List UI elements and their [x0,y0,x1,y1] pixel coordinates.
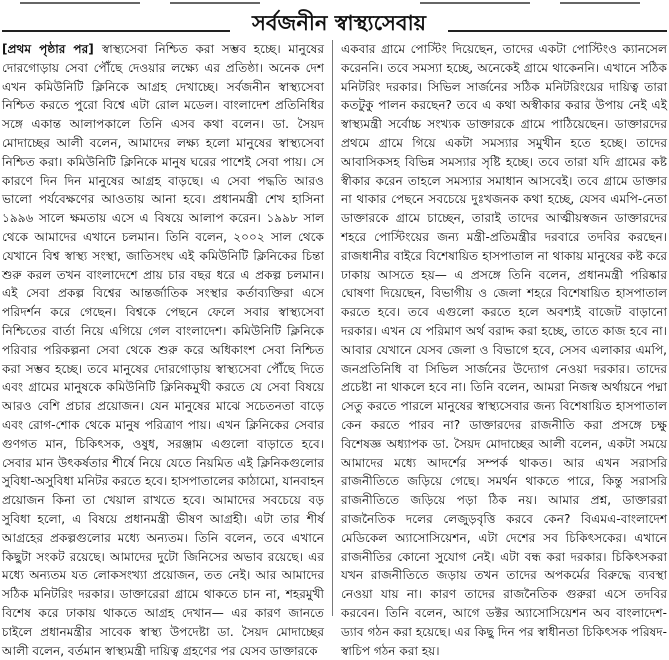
headline-row [0,8,669,38]
headline-rule-right [448,30,667,32]
clipped-line [20,2,140,4]
headline-rule-left [2,30,230,32]
article-title: সর্বজনীন স্বাস্থ্যসেবায় [251,10,427,35]
column-divider [332,40,333,616]
clipped-line [170,2,260,4]
right-column-text: একবার গ্রামে পোস্টিং দিয়েছেন, তাদের একটা পোস্টিংও ক্যানসেল করেননি। তবে সমস্যা হচ্ছে, অনেকেই গ্রামে থাকেননি। এখানে সঠিক মনিটরিং দরকার। সিভিল সার্জনের সঠিক মনিটরিংয়ের দায়িত্ব তারা কতটুকু পালন করছেন? তবে এ কথা অস্বীকার করার উপায় নেই এই স্বাস্থ্যমন্ত্রী সর্বোচ্চ সংখ্যক ডাক্তারকে গ্রামে পাঠিয়েছেন। ডাক্তারদের প্রথমে গ্রামে গিয়ে একটা সমস্যার সমুখীন হতে হচ্ছে। তাদের আবাসিকসহ বিভিন্ন সমস্যার সৃষ্টি হচ্ছে। তবে তারা যদি গ্রামের কষ্ট স্বীকার করেন তাহলে সমস্যার সমাধান আসবেই। তবে গ্রামে ডাক্তার না থাকার পেছনে সবচেয়ে দুঃখজনক কথা হচ্ছে, যেসব এমপি-নেতা ডাক্তারকে গ্রামে চাচ্ছেন, তারাই তাদের আত্মীয়স্বজন ডাক্তারদের শহরে পোস্টিংয়ের জন্য মন্ত্রী-প্রতিমন্ত্রীর দরবারে তদবির করছেন। রাজধানীর বাইরে বিশেষায়িত হাসপাতাল না থাকায় মানুষের কষ্ট করে ঢাকায় আসতে হয়— এ প্রসঙ্গে তিনি বলেন, প্রধানমন্ত্রী পরিষ্কার ঘোষণা দিয়েছেন, বিভাগীয় ও জেলা শহরে বিশেষায়িত হাসপাতাল করতে হবে। তবে এগুলো করতে হলে অবশ্যই বাজেট বাড়ানো দরকার। এখন যে পরিমাণ অর্থ বরাদ্দ করা হচ্ছে, তাতে কাজ হবে না। আবার যেখানে যেসব জেলা ও বিভাগে হবে, সেসব এলাকার এমপি, জনপ্রতিনিধি বা সিভিল সার্জনের উদ্যোগ নেওয়া দরকার। তাদের প্রচেষ্টা না থাকলে হবে না। তিনি বলেন, আমরা নিজস্ব অর্থায়নে পদ্মা সেতু করতে পারলে মানুষের স্বাস্থ্যসেবার জন্য বিশেষায়িত হাসপাতাল কেন করতে পারব না? ডাক্তারদের রাজনীতি করা প্রসঙ্গে চক্ষু বিশেষজ্ঞ অধ্যাপক ডা. সৈয়দ মোদাচ্ছের আলী বলেন, একটা সময়ে আমাদের মধ্যে আদর্শের সম্পর্ক থাকত। আর এখন সরাসরি রাজনীতিতে জড়িয়ে গেছে। সমর্থন থাকতে পারে, কিন্তু সরাসরি রাজনীতিতে জড়িয়ে পড়া ঠিক নয়। আমার প্রশ্ন, ডাক্তাররা রাজনৈতিক দলের লেজুড়বৃত্তি করবে কেন? বিএমএ-বাংলাদেশ মেডিকেল অ্যাসোসিয়েশন, এটা দেশের সব চিকিৎসকের। এখানে রাজনীতির কোনো সুযোগ নেই। এটা বন্ধ করা দরকার। চিকিৎসকরা যখন রাজনীতিতে জড়ায় তখন তাদের অপকর্মের বিরুদ্ধে ব্যবস্থা নেওয়া যায় না। কারণ তাদের রাজনৈতিক গুরুরা এসে তদবির করবেন। তিনি বলেন, আগে ডক্টর অ্যাসোসিয়েশন অব বাংলাদেশ-ড্যাব গঠন করা হয়েছে। এর কিছু দিন পর স্বাধীনতা চিকিৎসক পরিষদ-স্বাচিপ গঠন করা হয়। [341,42,667,658]
clipped-line [420,2,530,4]
clipped-line [560,2,640,4]
article-column-left [2,40,324,658]
left-column-text: স্বাস্থ্যসেবা নিশ্চিত করা সম্ভব হচ্ছে। মানুষের দোরগোড়ায় সেবা পৌঁছে দেওয়ার লক্ষ্যে এর প্রতিষ্ঠা। অনেক দেশ এখন কমিউনিটি ক্লিনিকে আগ্রহ দেখাচ্ছে। সর্বজনীন স্বাস্থ্যসেবা নিশ্চিত করতে পুরো বিশ্বে এটা রোল মডেল। বাংলাদেশ প্রতিনিধির সঙ্গে একান্ত আলাপকালে তিনি এসব কথা বলেন। ডা. সৈয়দ মোদাচ্ছের আলী বলেন, আমাদের লক্ষ্য হলো মানুষের স্বাস্থ্যসেবা নিশ্চিত করা। কমিউনিটি ক্লিনিকে মানুষ ঘরের পাশেই সেবা পায়। সে কারণে দিন দিন মানুষের আগ্রহ বাড়ছে। এ সেবা পদ্ধতি আরও ভালো পর্যবেক্ষণের আওতায় আনা হবে। প্রধানমন্ত্রী শেখ হাসিনা ১৯৯৬ সালে ক্ষমতায় এসে এ বিষয়ে আলাপ করেন। ১৯৯৮ সাল থেকে আমাদের এখানে চলমান। তিনি বলেন, ২০০২ সাল থেকে যেখানে বিশ্ব স্বাস্থ্য সংস্থা, জাতিসংঘ এই কমিউনিটি ক্লিনিকের চিন্তা শুরু করল তখন বাংলাদেশে প্রায় চার বছর ধরে এ প্রকল্প চলমান। এই সেবা প্রকল্প বিশ্বের আন্তর্জাতিক সংস্থার কর্তাব্যক্তিরা এসে পরিদর্শন করে গেছেন। বিশ্বকে পেছনে ফেলে সবার স্বাস্থ্যসেবা নিশ্চিতের বার্তা নিয়ে এগিয়ে গেল বাংলাদেশ। কমিউনিটি ক্লিনিকে পরিবার পরিকল্পনা সেবা থেকে শুরু করে অধিকাংশ সেবা নিশ্চিত করা সম্ভব হচ্ছে। তবে মানুষের দোরগোড়ায় স্বাস্থ্যসেবা পৌঁছে দিতে এবং গ্রামের মানুষকে কমিউনিটি ক্লিনিকমুখী করতে যে সেবা বিষয়ে আরও বেশি প্রচার প্রয়োজন। যেন মানুষের মাঝে সচেতনতা বাড়ে এবং রোগ-শোক থেকে মানুষ পরিত্রাণ পায়। এখন ক্লিনিকের সেবার গুণগত মান, চিকিৎসক, ওষুধ, সরঞ্জাম এগুলো বাড়াতে হবে। সেবার মান উৎকর্ষতার শীর্ষে নিয়ে যেতে নিয়মিত এই ক্লিনিকগুলোর সুবিধা-অসুবিধা মনিটর করতে হবে। হাসপাতালের কাঠামো, যানবাহন প্রয়োজন কিনা তা খেয়াল রাখতে হবে। আমাদের সবচেয়ে বড় সুবিধা হলো, এ বিষয়ে প্রধানমন্ত্রী ভীষণ আগ্রহী। এটা তার শীর্ষ আগ্রহের প্রকল্পগুলোর মধ্যে অন্যতম। তিনি বলেন, তবে এখানে কিছুটা সংকট রয়েছে। আমাদের দুটো জিনিসের অভাব রয়েছে। এর মধ্যে অন্যতম যত লোকসংখ্যা প্রয়োজন, তত নেই। আর আমাদের সঠিক মনিটরিং দরকার। ডাক্তারেরা গ্রামে থাকতে চান না, শহরমুখী বিশেষ করে ঢাকায় থাকতে আগ্রহ দেখান— এর কারণ জানতে চাইলে প্রধানমন্ত্রীর সাবেক স্বাস্থ্য উপদেষ্টা ডা. সৈয়দ মোদাচ্ছের আলী বলেন, বর্তমান স্বাস্থ্যমন্ত্রী দায়িত্ব গ্রহণের পর যেসব ডাক্তারকে [2,42,324,658]
continuation-label: [প্রথম পৃষ্ঠার পর] [2,42,102,56]
article-column-right [341,40,667,658]
top-clipped-text-strip [0,0,669,8]
